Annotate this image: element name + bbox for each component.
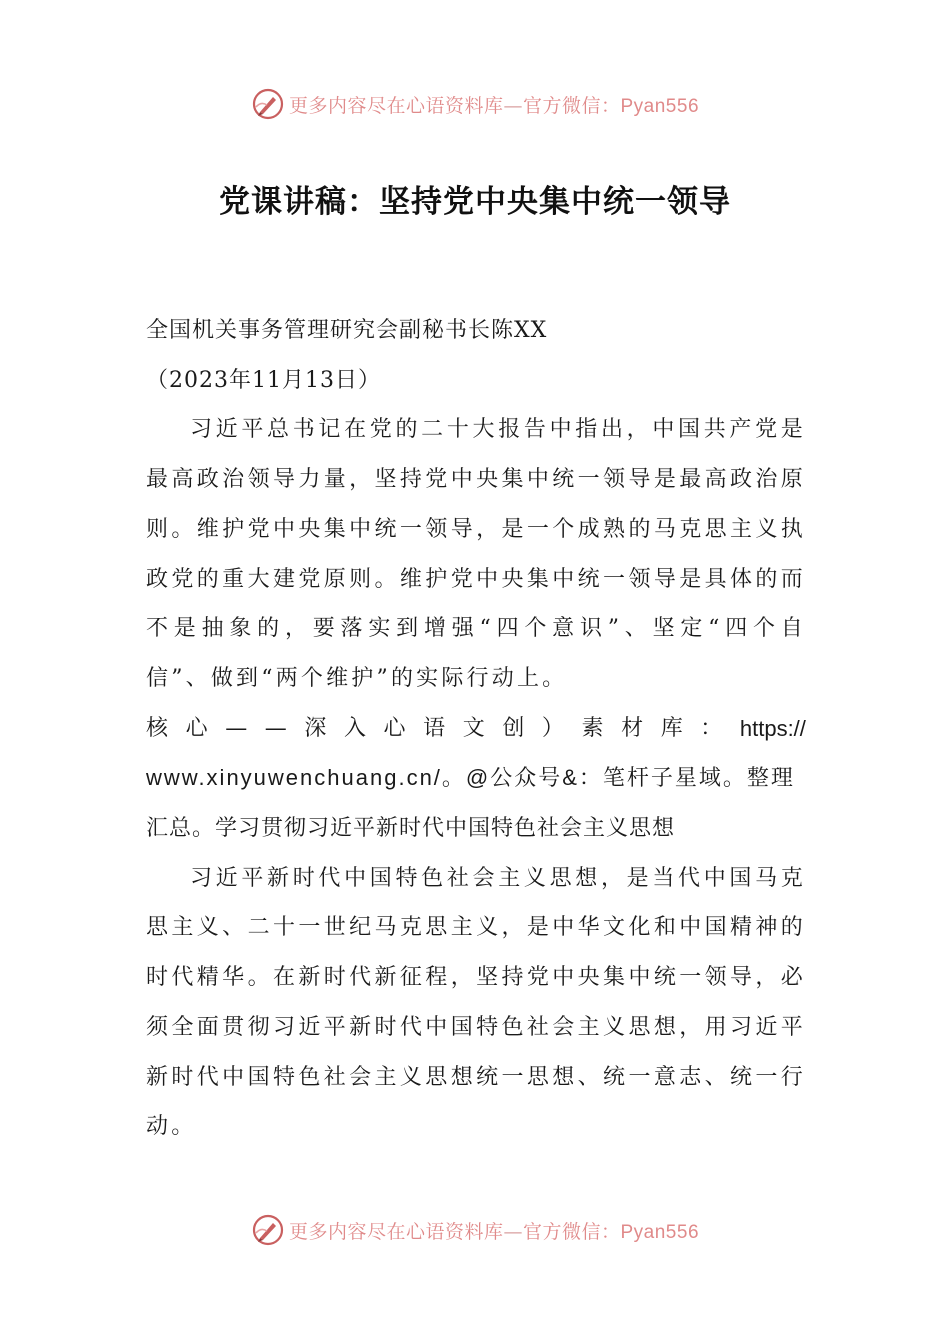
watermark-char: —: [264, 715, 287, 741]
watermark-line-2: [146, 753, 806, 804]
watermark-char: 素: [581, 715, 604, 741]
banner-text: [289, 1217, 699, 1244]
header-banner: [0, 84, 950, 124]
watermark-line-2-text: www.xinyuwenchuang.cn/。@公众号&：笔杆子星域。整理: [146, 765, 795, 791]
banner-handle: Pyan556: [620, 95, 700, 117]
date-line: （2023年11月13日）: [146, 367, 381, 393]
banner-handle: Pyan556: [620, 1221, 700, 1243]
banner-separator: —: [503, 94, 523, 117]
banner-main-text: 更多内容尽在心语资料库: [288, 94, 504, 117]
paragraph-1: 习近平总书记在党的二十大报告中指出，中国共产党是最高政治领导力量，坚持党中央集中统一领导是最高政治原则。维护党中央集中统一领导，是一个成熟的马克思主义执政党的重大建党原则。维护党中央集中统一领导是具体的而不是抽象的，要落实到增强“四个意识”、坚定“四个自信”、做到“两个维护”的实际行动上。: [146, 417, 806, 691]
watermark-line-1: [146, 704, 806, 754]
watermark-char: 核: [146, 715, 169, 741]
watermark-char: 材: [621, 715, 644, 741]
watermark-char: —: [225, 715, 248, 741]
banner-separator: —: [503, 1220, 523, 1243]
watermark-char: 语: [423, 715, 446, 741]
banner-wechat-label: 官方微信：: [522, 94, 621, 117]
banner-main-text: 更多内容尽在心语资料库: [288, 1220, 504, 1243]
pen-circle-logo-icon: [251, 1213, 285, 1247]
watermark-char: 心: [383, 715, 406, 741]
paragraph-2: 习近平新时代中国特色社会主义思想，是当代中国马克思主义、二十一世纪马克思主义，是中华文化和中国精神的时代精华。在新时代新征程，坚持党中央集中统一领导，必须全面贯彻习近平新时代中国特色社会主义思想，用习近平新时代中国特色社会主义思想统一思想、统一意志、统一行动。: [146, 865, 806, 1140]
watermark-line-3: 汇总。学习贯彻习近平新时代中国特色社会主义思想: [146, 816, 676, 842]
watermark-char: ：: [700, 715, 723, 741]
watermark-char: 创: [502, 715, 525, 741]
watermark-char: 心: [185, 715, 208, 741]
author-line: 全国机关事务管理研究会副秘书长陈XX: [146, 318, 548, 343]
watermark-char: ）: [541, 715, 564, 741]
watermark-url-start: https://: [739, 715, 806, 741]
document-body: [146, 306, 806, 1152]
watermark-char: 入: [343, 715, 366, 741]
watermark-char: 库: [660, 715, 683, 741]
pen-circle-logo-icon: [251, 87, 285, 121]
watermark-char: 文: [462, 715, 485, 741]
banner-wechat-label: 官方微信：: [522, 1220, 621, 1243]
footer-banner: [0, 1210, 950, 1250]
banner-text: [289, 91, 699, 118]
watermark-char: 深: [304, 715, 327, 741]
document-title: 党课讲稿：坚持党中央集中统一领导: [219, 184, 731, 220]
